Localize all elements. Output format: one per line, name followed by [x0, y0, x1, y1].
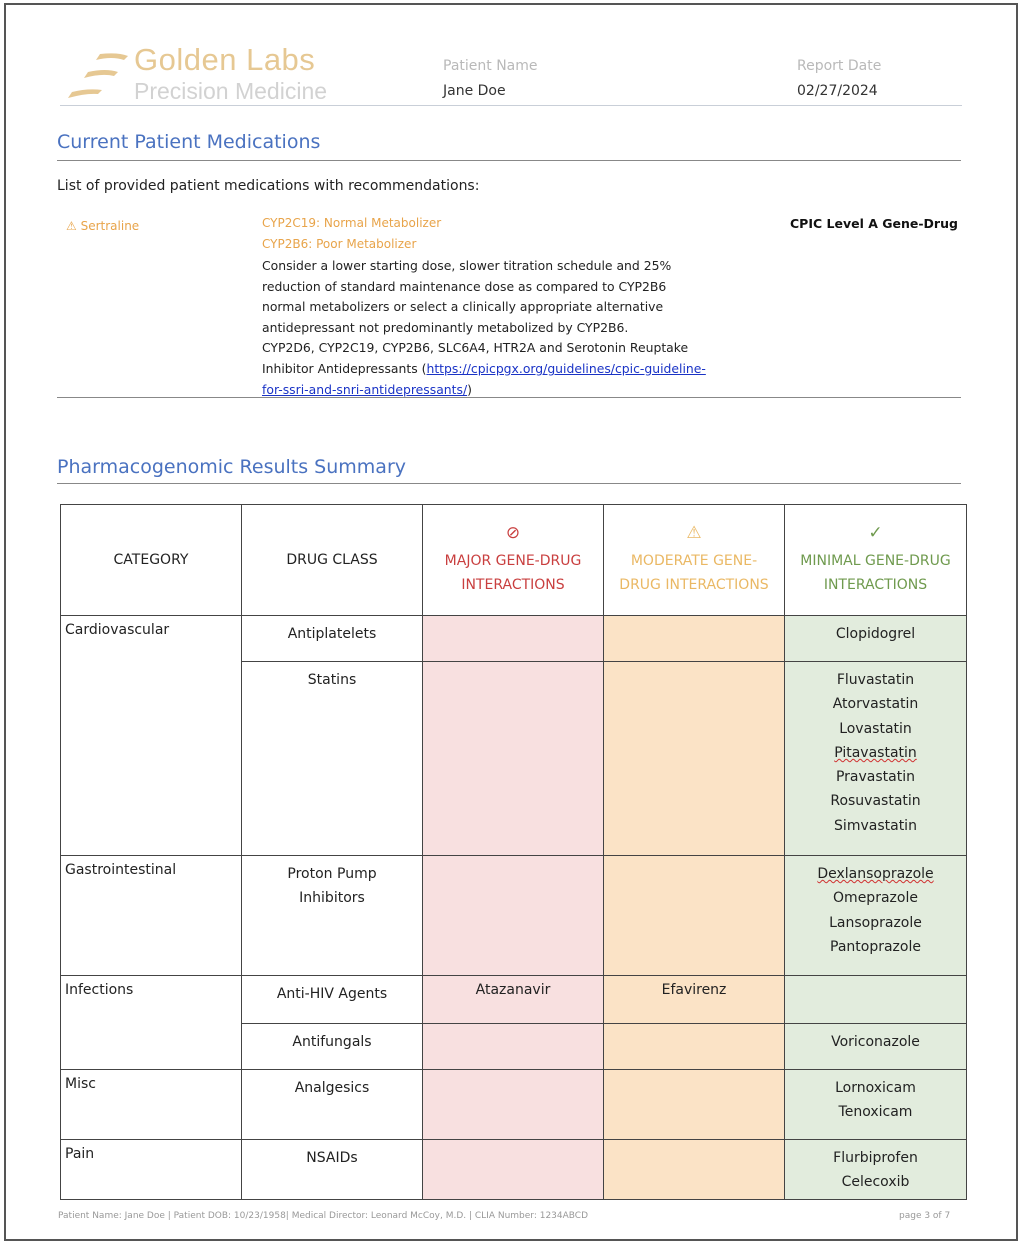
guideline-source-line — [262, 359, 762, 380]
drug-name-text: Clopidogrel — [835, 626, 916, 642]
drug-class-cell — [242, 662, 423, 856]
drug-name — [785, 886, 966, 910]
cpic-level: CPIC Level A Gene-Drug — [790, 216, 958, 231]
minimal-interaction-cell — [785, 976, 967, 1024]
drug-class-cell — [242, 976, 423, 1024]
summary-title-divider — [57, 483, 961, 484]
drug-name — [785, 1170, 966, 1194]
drug-class-name: Inhibitors — [299, 890, 365, 906]
major-interaction-cell — [423, 976, 604, 1024]
drug-name-text: Pravastatin — [835, 769, 915, 786]
drug-class-name: NSAIDs — [306, 1150, 358, 1166]
drug-name — [785, 668, 966, 692]
gene-result-cyp2c19: CYP2C19: Normal Metabolizer — [262, 216, 442, 230]
table-row — [61, 616, 967, 662]
moderate-interaction-cell — [604, 662, 785, 856]
column-header-moderate-line: MODERATE GENE- — [630, 553, 758, 569]
drug-name-text: Voriconazole — [831, 1034, 920, 1050]
logo-title: Golden Labs — [134, 42, 316, 77]
drug-name-text: Lovastatin — [839, 720, 912, 737]
pgx-results-table — [60, 504, 967, 1200]
drug-class-cell — [242, 1024, 423, 1070]
cpic-guideline-link-continued[interactable] — [262, 382, 467, 397]
table-header-row — [61, 505, 967, 616]
column-header-major-line: INTERACTIONS — [461, 577, 565, 593]
column-header-moderate-line: DRUG INTERACTIONS — [619, 577, 769, 593]
patient-name-label: Patient Name — [443, 58, 538, 74]
recommendation-line: normal metabolizers or select a clinically appropriate alternative — [262, 299, 664, 315]
recommendation-line: CYP2D6, CYP2C19, CYP2B6, SLC6A4, HTR2A and Serotonin Reuptake — [262, 340, 689, 356]
medication-name-text: Sertraline — [80, 219, 140, 233]
minimal-interaction-cell — [785, 856, 967, 976]
drug-name-text: Pitavastatin — [834, 744, 917, 761]
drug-name-text: Rosuvastatin — [830, 793, 921, 810]
drug-name-text: Simvastatin — [834, 817, 917, 834]
header-divider — [60, 105, 962, 106]
column-header-major-line: MAJOR GENE-DRUG — [444, 553, 582, 569]
drug-name — [785, 692, 966, 716]
report-date-value: 02/27/2024 — [797, 83, 878, 99]
drug-name — [785, 911, 966, 935]
medications-bottom-divider — [57, 397, 961, 398]
logo-swoosh-icon — [66, 48, 130, 104]
recommendation-line: reduction of standard maintenance dose as compared to CYP2B6 — [262, 278, 667, 294]
table-row — [61, 976, 967, 1024]
drug-name-text: Lornoxicam — [835, 1080, 916, 1096]
table-row — [61, 1140, 967, 1200]
medications-title-divider — [57, 160, 961, 161]
drug-class-cell — [242, 1070, 423, 1140]
drug-name-text: Tenoxicam — [838, 1104, 913, 1121]
minimal-interaction-cell — [785, 1140, 967, 1200]
moderate-interaction-cell — [604, 616, 785, 662]
column-header-minimal — [785, 505, 967, 616]
column-header-major — [423, 505, 604, 616]
warning-icon: ⚠ — [66, 219, 77, 233]
major-interaction-cell — [423, 1070, 604, 1140]
drug-name-text: Pantoprazole — [830, 938, 921, 955]
minimal-interaction-cell — [785, 662, 967, 856]
drug-name — [785, 717, 966, 741]
drug-name — [604, 982, 784, 998]
drug-name — [785, 862, 966, 886]
checkmark-icon: ✓ — [868, 523, 883, 543]
guideline-source-end: ) — [467, 381, 472, 397]
drug-name — [785, 935, 966, 959]
major-interaction-cell — [423, 1140, 604, 1200]
drug-name-text: Lansoprazole — [829, 914, 922, 931]
category-cell: Infections — [61, 976, 242, 1070]
drug-class-name: Antiplatelets — [287, 626, 377, 642]
category-cell: Gastrointestinal — [61, 856, 242, 976]
category-cell: Pain — [61, 1140, 242, 1200]
recommendation-line: antidepressant not predominantly metabolized by CYP2B6. — [262, 319, 629, 335]
drug-class-name: Statins — [307, 672, 357, 688]
table-row — [61, 1070, 967, 1140]
drug-name-text: Atazanavir — [475, 982, 551, 998]
category-cell: Misc — [61, 1070, 242, 1140]
drug-name — [785, 741, 966, 765]
drug-class-cell — [242, 616, 423, 662]
moderate-interaction-cell — [604, 1070, 785, 1140]
major-interaction-cell — [423, 856, 604, 976]
drug-name — [785, 1076, 966, 1100]
drug-name-text: Fluvastatin — [836, 672, 915, 688]
prohibited-icon: ⊘ — [505, 523, 521, 543]
drug-name-text: Dexlansoprazole — [817, 866, 934, 882]
drug-name-text: Omeprazole — [833, 890, 918, 907]
recommendation-line: Consider a lower starting dose, slower titration schedule and 25% — [262, 258, 672, 273]
logo-subtitle: Precision Medicine — [134, 78, 328, 104]
drug-class-name: Analgesics — [294, 1080, 370, 1096]
medication-name — [66, 219, 139, 233]
major-interaction-cell — [423, 1024, 604, 1070]
column-header-moderate — [604, 505, 785, 616]
column-header-drug-class — [242, 505, 423, 616]
table-row — [61, 856, 967, 976]
major-interaction-cell — [423, 662, 604, 856]
moderate-interaction-cell — [604, 1140, 785, 1200]
minimal-interaction-cell — [785, 1024, 967, 1070]
drug-class-name: Anti-HIV Agents — [276, 986, 388, 1002]
moderate-interaction-cell — [604, 856, 785, 976]
column-header-drug-class-text: DRUG CLASS — [286, 552, 378, 568]
moderate-interaction-cell — [604, 1024, 785, 1070]
report-date-label: Report Date — [797, 58, 882, 74]
drug-class-cell — [242, 1140, 423, 1200]
drug-name — [785, 789, 966, 813]
minimal-interaction-cell — [785, 1070, 967, 1140]
drug-name — [785, 622, 966, 646]
minimal-interaction-cell — [785, 616, 967, 662]
drug-name-text: Efavirenz — [661, 982, 727, 998]
drug-name — [785, 1146, 966, 1170]
column-header-minimal-line: MINIMAL GENE-DRUG — [800, 553, 951, 569]
patient-name-value: Jane Doe — [443, 83, 506, 99]
drug-class-name: Proton Pump — [287, 866, 377, 882]
medication-recommendation — [262, 256, 762, 400]
drug-class-cell — [242, 856, 423, 976]
drug-name — [785, 814, 966, 838]
column-header-category-text: CATEGORY — [113, 552, 189, 568]
medications-section-title: Current Patient Medications — [57, 131, 321, 153]
moderate-interaction-cell — [604, 976, 785, 1024]
guideline-source-text: Inhibitor Antidepressants ( — [262, 360, 427, 376]
gene-result-cyp2b6: CYP2B6: Poor Metabolizer — [262, 237, 417, 251]
column-header-category — [61, 505, 242, 616]
drug-name — [785, 1100, 966, 1124]
drug-name — [785, 1030, 966, 1054]
drug-name-text: Flurbiprofen — [833, 1150, 918, 1166]
link-part: https://cpicpgx.org/guidelines/cpic-guideline- — [426, 360, 706, 376]
footer-patient-info: Patient Name: Jane Doe | Patient DOB: 10/23/1958| Medical Director: Leonard McCoy, M.D. | CLIA Number: 1234ABCD — [58, 1211, 589, 1221]
golden-labs-logo — [66, 44, 356, 108]
drug-name — [785, 765, 966, 789]
drug-class-name: Antifungals — [292, 1034, 372, 1050]
summary-section-title: Pharmacogenomic Results Summary — [57, 456, 406, 478]
drug-name-text: Celecoxib — [841, 1174, 910, 1191]
drug-name — [423, 982, 603, 998]
medications-intro: List of provided patient medications with recommendations: — [57, 178, 480, 194]
link-part: for-ssri-and-snri-antidepressants/ — [262, 381, 468, 397]
column-header-minimal-line: INTERACTIONS — [823, 577, 928, 593]
category-cell: Cardiovascular — [61, 616, 242, 856]
major-interaction-cell — [423, 616, 604, 662]
cpic-guideline-link[interactable] — [426, 361, 705, 376]
warning-icon: ⚠ — [686, 523, 702, 543]
drug-name-text: Atorvastatin — [832, 696, 919, 713]
footer-page-number: page 3 of 7 — [899, 1211, 951, 1221]
